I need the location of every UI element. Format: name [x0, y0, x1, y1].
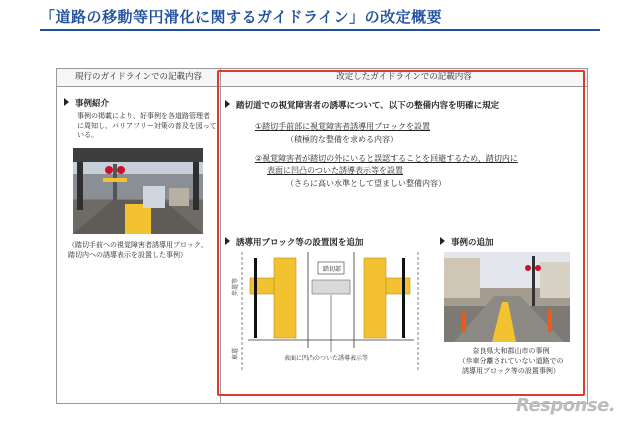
example-caption-line: 奈良県大和郡山市の事例: [472, 347, 550, 355]
bullet-arrow-icon: [225, 237, 230, 245]
example-caption-line: （歩車分離されていない道路での: [458, 357, 564, 365]
left-body: [77, 112, 222, 141]
item-2-line-1: ②視覚障害者が踏切の外にいると誤認することを回避するため、踏切内に: [255, 154, 518, 163]
left-column-header: 現行のガイドラインでの記載内容: [57, 69, 220, 87]
left-body-line: 事例の掲載により、好事例を各道路管理者: [77, 112, 210, 120]
railway-crossing-photo: [73, 148, 203, 234]
left-section-heading: [64, 97, 109, 109]
page-title: 「道路の移動等円滑化に関するガイドライン」の改定概要: [40, 8, 443, 26]
response-logo: Response.: [516, 395, 616, 416]
item-1-note: （積極的な整備を求める内容）: [286, 135, 398, 144]
diagram-heading-text: 誘導用ブロック等の設置図を追加: [236, 238, 364, 248]
title-underline: [40, 29, 600, 31]
example-heading: [440, 236, 494, 248]
left-heading-text: 事例紹介: [75, 99, 110, 109]
diagram-label-sidewalk: 歩道等: [232, 277, 239, 296]
diagram-label-crossing: 踏切部: [323, 266, 342, 273]
bullet-arrow-icon: [64, 98, 69, 106]
item-1: ①踏切手前部に視覚障害者誘導用ブロックを設置: [255, 122, 431, 131]
right-heading-text: 踏切道での視覚障害者の誘導について、以下の整備内容を明確に規定: [236, 101, 500, 111]
left-caption-line: （踏切手前への視覚障害者誘導用ブロック、: [68, 241, 208, 249]
left-photo-caption: [68, 241, 218, 260]
diagram-label-roadway: 車道: [232, 347, 239, 360]
item-2-line-2: 表面に凹凸のついた誘導表示等を設置: [267, 166, 403, 175]
nara-example-photo: [444, 252, 570, 342]
diagram-label-display: 表面に凹凸のついた誘導表示等: [284, 355, 369, 362]
left-body-line: に周知し、バリアフリー対策の普及を図って: [77, 121, 217, 130]
left-body-line: いる。: [77, 131, 98, 139]
example-caption-line: 誘導用ブロック等の設置事例）: [462, 367, 560, 375]
left-caption-line: 踏切内への誘導表示を設置した事例）: [68, 250, 187, 259]
item-2-note: （さらに高い水準として望ましい整備内容）: [286, 179, 446, 188]
diagram-heading: [225, 236, 363, 248]
right-section-heading: [225, 99, 499, 111]
bullet-arrow-icon: [440, 237, 445, 245]
example-heading-text: 事例の追加: [451, 238, 494, 248]
example-caption: [451, 346, 571, 376]
bullet-arrow-icon: [225, 100, 230, 108]
right-column-header: 改定したガイドラインでの記載内容: [221, 69, 587, 87]
